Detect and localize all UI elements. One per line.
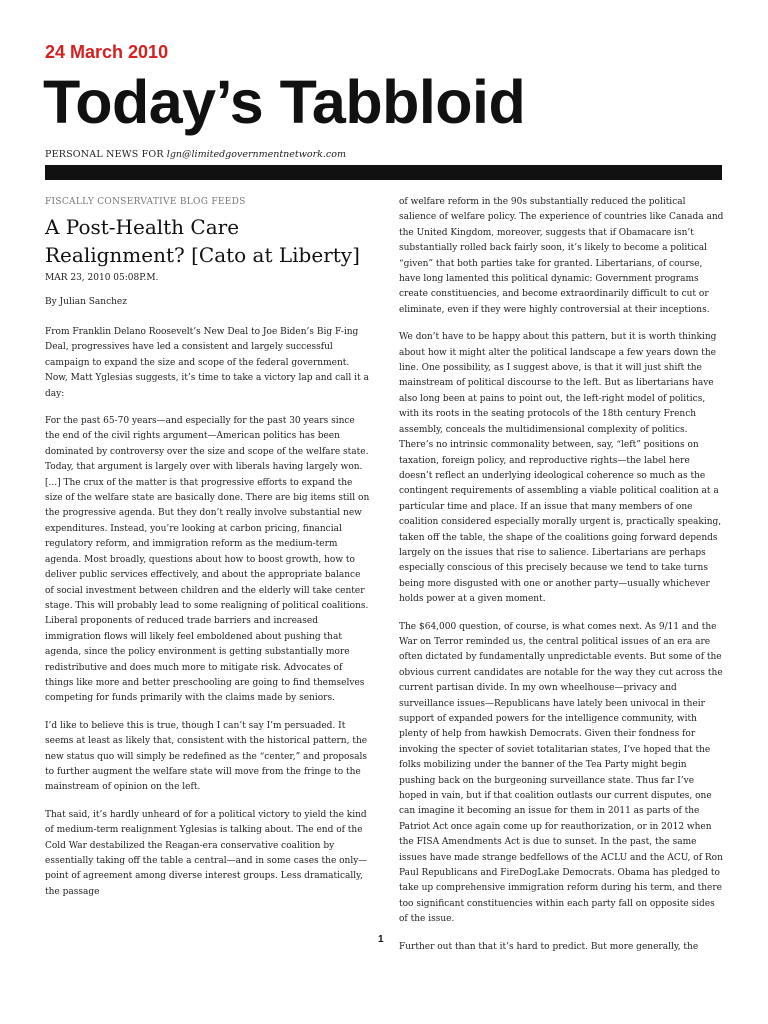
- feed-category: FISCALLY CONSERVATIVE BLOG FEEDS: [45, 197, 246, 207]
- article-paragraph: The $64,000 question, of course, is what comes next. As 9/11 and the War on Terror reminded us, the central political issues of an era are often dictated by fundamentally unpredictable events. But some of the obvious current candidates are notable for the way they cut across the current partisan divide. In my own wheelhouse—privacy and surveillance issues—Republicans have lately been univocal in their support of expanded powers for the intelligence community, with plenty of help from hawkish Democrats. Given their fondness for invoking the specter of soviet totalitarian states, I’ve hoped that the folks mobilizing under the banner of the Tea Party might begin pushing back on the burgeoning surveillance state. Thus far I’ve hoped in vain, but if that coalition outlasts our current disputes, one can imagine it becoming an issue for them in 2011 as parts of the Patriot Act once again come up for reauthorization, or in 2012 when the FISA Amendments Act is due to sunset. In the past, the same issues have made strange bedfellows of the ACLU and the ACU, of Ron Paul Republicans and FireDogLake Democrats. Obama has pledged to take up comprehensive immigration reform during his term, and there too significant constituencies within each party fall on opposite sides of the issue.: [399, 621, 723, 925]
- personal-news-email[interactable]: lgn@limitedgovernmentnetwork.com: [166, 149, 346, 160]
- right-column: [399, 195, 724, 967]
- article-paragraph: Further out than that it’s hard to predict. But more generally, the: [399, 941, 699, 952]
- article-paragraph: I’d like to believe this is true, though I can’t say I’m persuaded. It seems at least as likely that, consistent with the historical pattern, the new status quo will simply be redefined as the “center,” and proposals to further augment the welfare state will move from the fringe to the mainstream of opinion on the left.: [45, 720, 368, 793]
- article-blockquote: For the past 65-70 years—and especially for the past 30 years since the end of the civil rights argument—American politics has been dominated by controversy over the size and scope of the welfare state. Today, that argument is largely over with liberals having largely won. [...] The crux of the matter is that progressive efforts to expand the size of the welfare state are basically done. There are big items still on the progressive agenda. But they don’t really involve substantial new expenditures. Instead, you’re looking at carbon pricing, financial regulatory reform, and immigration reform as the medium-term agenda. Most broadly, questions about how to boost growth, how to deliver public services effectively, and about the appropriate balance of social investment between children and the elderly will take center stage. This will probably lead to some realigning of political coalitions. Liberal proponents of reduced trade barriers and increased immigration flows will likely feel emboldened about pushing that agenda, since the policy environment is getting substantially more redistributive and does much more to mitigate risk. Advocates of things like more and better preschooling are going to find themselves competing for funds primarily with the claims made by seniors.: [45, 416, 370, 704]
- article-paragraph: From Franklin Delano Roosevelt’s New Deal to Joe Biden’s Big F-ing Deal, progressives have led a consistent and largely successful campaign to expand the size and scope of the federal government. Now, Matt Yglesias suggests, it’s time to take a victory lap and call it a day:: [45, 327, 369, 399]
- article-title[interactable]: A Post-Health Care Realignment? [Cato at Liberty]: [45, 215, 360, 267]
- issue-date: 24 March 2010: [45, 42, 169, 62]
- article-paragraph: We don’t have to be happy about this pattern, but it is worth thinking about how it might alter the political landscape a few years down the line. One possibility, as I suggest above, is that it will just shift the mainstream of political discourse to the left. But as libertarians have also long been at pains to point out, the left-right model of politics, with its roots in the seating protocols of the 18th century French assembly, conceals the multidimensional complexity of politics. There’s no intrinsic commonality between, say, “left” positions on taxation, foreign policy, and reproductive rights—the label here doesn’t reflect an underlying ideological coherence so much as the contingent requirements of assembling a viable political coalition at a particular time and place. If an issue that many members of one coalition considered especially morally urgent is, practically speaking, taken off the table, the shape of the coalitions going forward depends largely on the issues that rise to salience. Libertarians are perhaps especially conscious of this precisely because we tend to take turns being more disgusted with one or another party—usually whichever holds power at a given moment.: [399, 332, 722, 605]
- left-column: [45, 195, 370, 912]
- article-paragraph: of welfare reform in the 90s substantially reduced the political salience of welfare policy. The experience of countries like Canada and the United Kingdom, moreover, suggests that if Obamacare isn’t substantially rolled back fairly soon, it’s likely to become a political “given” that both parties take for granted. Libertarians, of course, have long lamented this political dynamic: Government programs create constituencies, and become extraordinarily difficult to cut or eliminate, even if they were highly controversial at their inceptions.: [399, 197, 724, 315]
- article-byline: By Julian Sanchez: [45, 297, 127, 307]
- personal-news-label: PERSONAL NEWS FOR: [45, 149, 164, 160]
- masthead-title: Today’s Tabbloid: [43, 68, 526, 136]
- article-timestamp: MAR 23, 2010 05:08P.M.: [45, 273, 159, 283]
- personal-news-line: [45, 149, 346, 160]
- masthead-rule: [45, 165, 722, 180]
- article-paragraph: That said, it’s hardly unheard of for a political victory to yield the kind of medium-term realignment Yglesias is talking about. The end of the Cold War destabilized the Reagan-era conservative coalition by essentially taking off the table a central—and in some cases the only—point of agreement among diverse interest groups. Less dramatically, the passage: [45, 809, 368, 897]
- page-number: 1: [378, 934, 384, 945]
